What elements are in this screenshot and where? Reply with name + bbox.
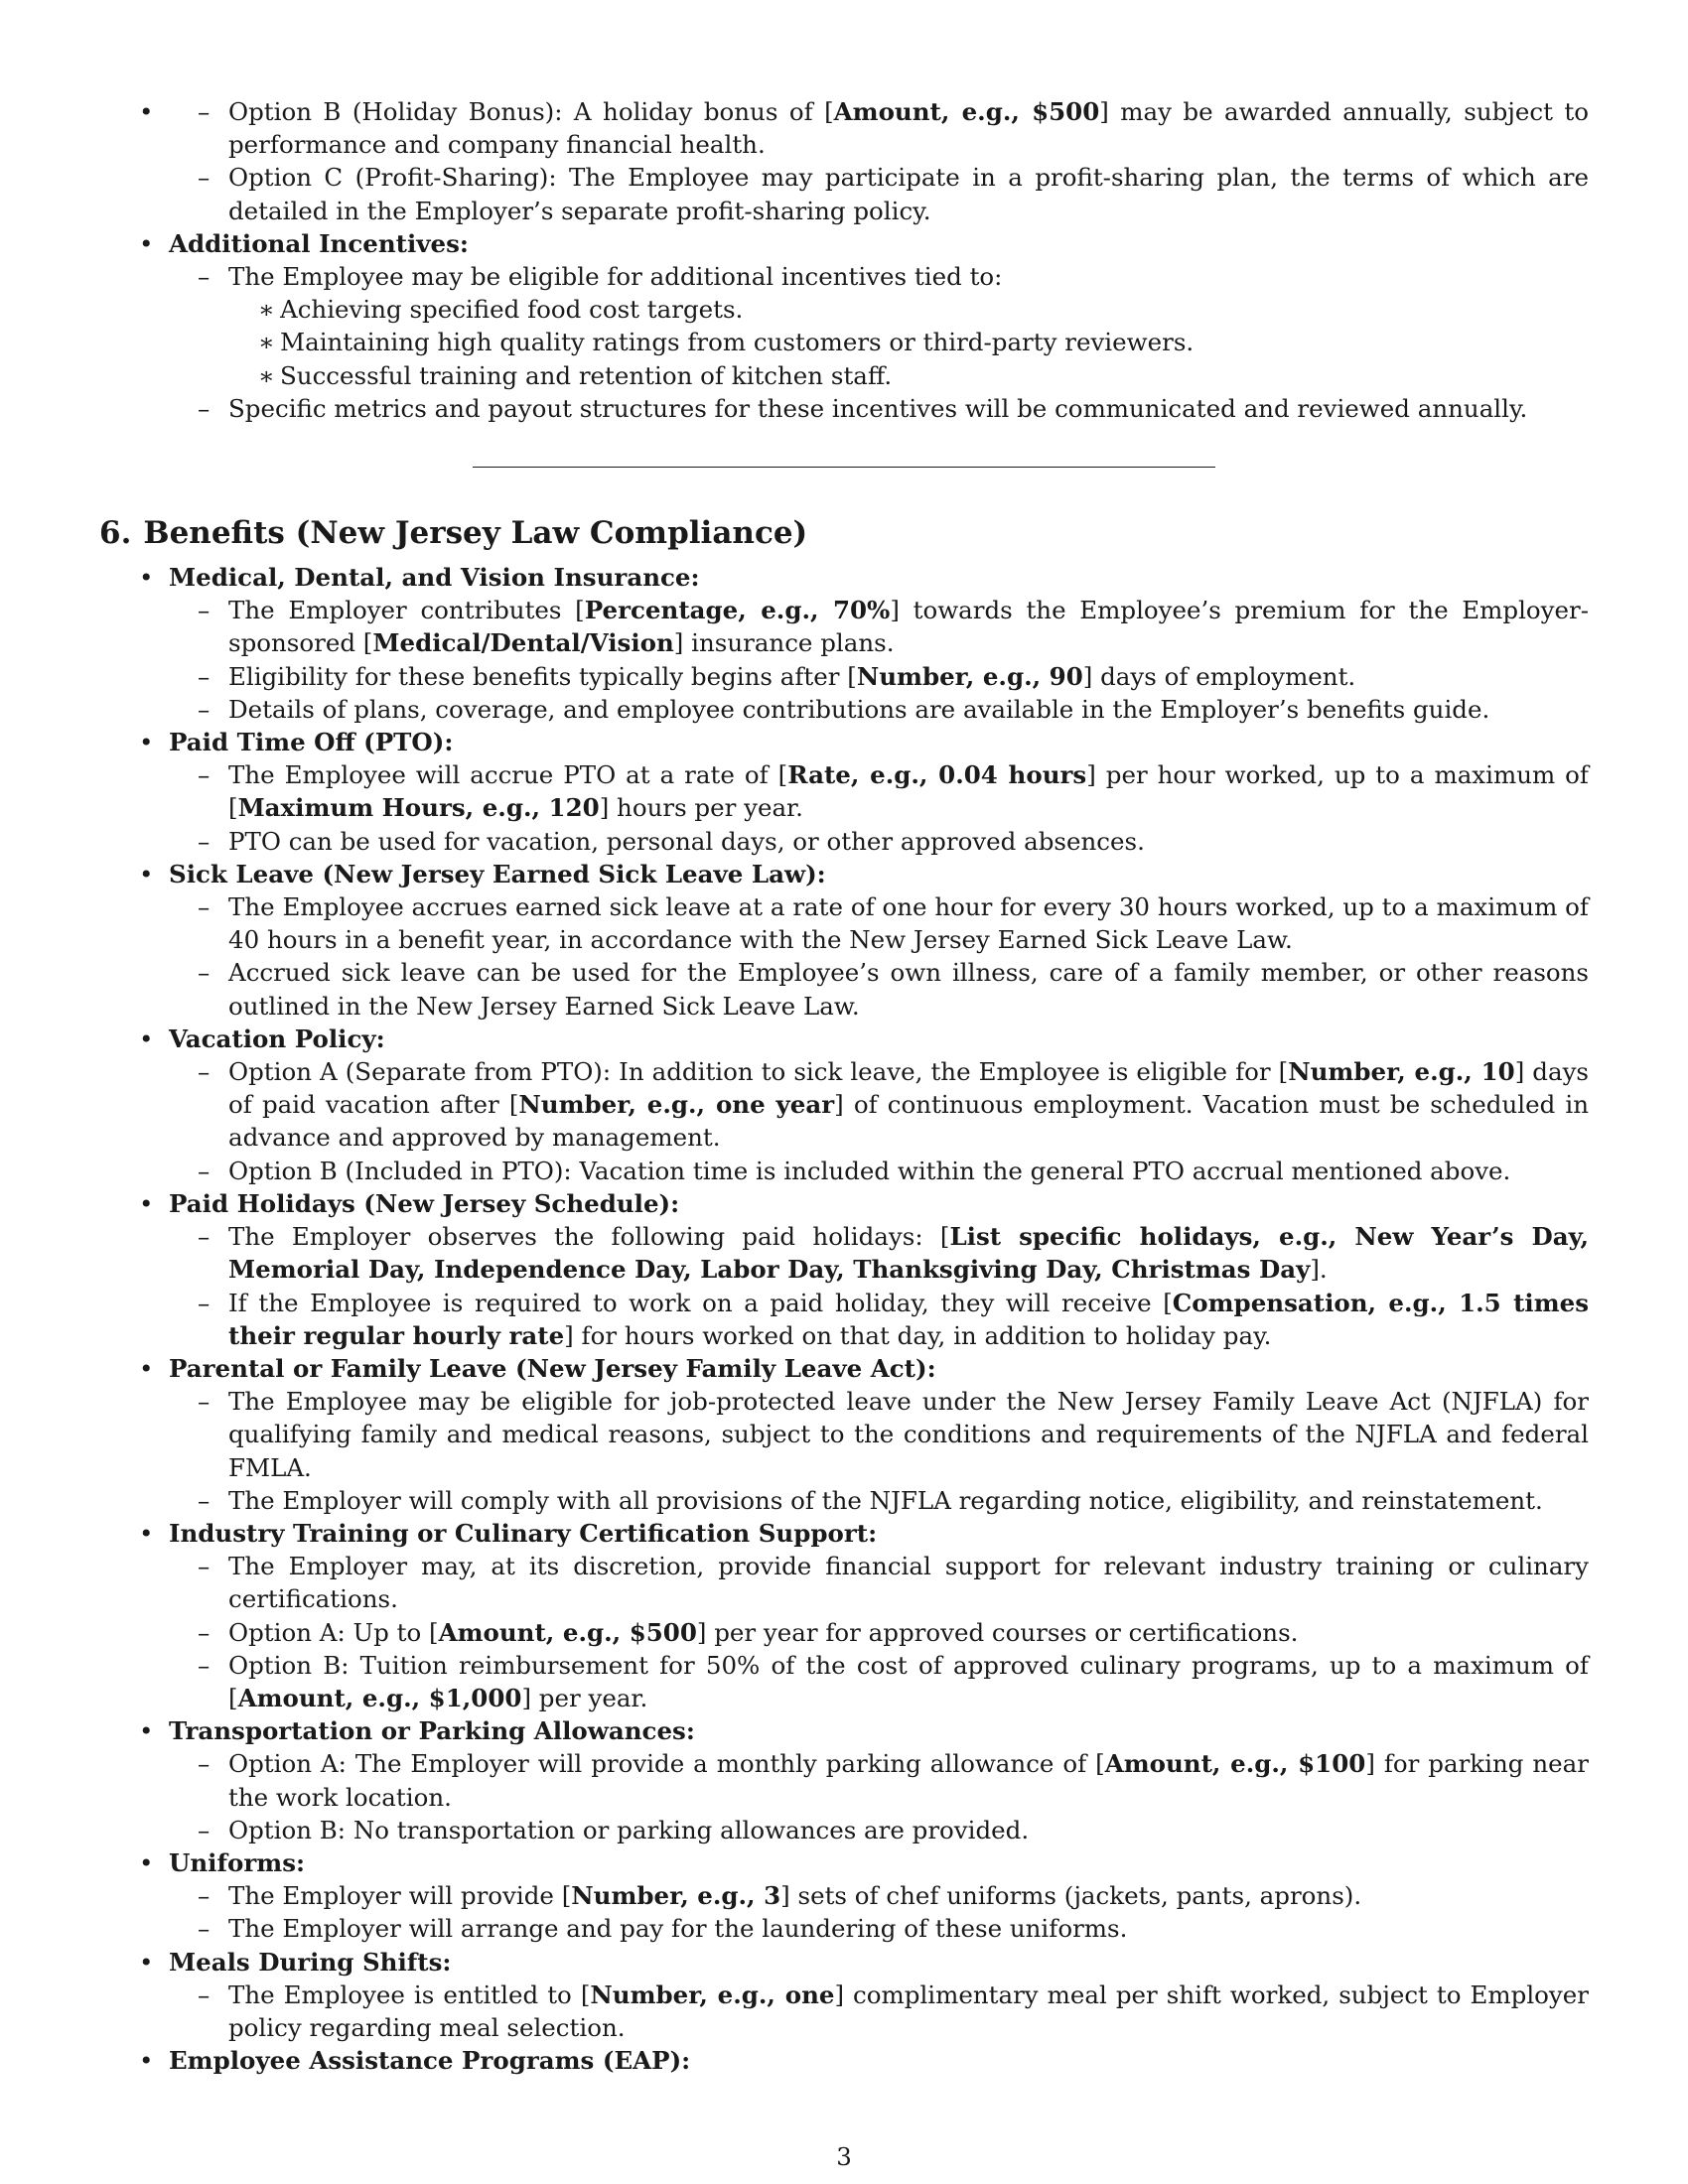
text-run: ] hours per year.: [599, 793, 803, 823]
text-run: The Employer may, at its discretion, provide financial support for relevant industry training or culinary certifications.: [228, 1552, 1589, 1614]
placeholder-field: Amount, e.g., $500: [833, 97, 1100, 126]
benefit-detail-item: [169, 1814, 1589, 1846]
page-number: 3: [836, 2142, 852, 2171]
bonus-options-list: [169, 95, 1589, 227]
incentive-subitem: ∗ Maintaining high quality ratings from customers or third-party reviewers.: [228, 326, 1589, 358]
benefit-heading: Uniforms:: [169, 1847, 306, 1877]
benefit-employee-assistance-programs-eap: [99, 2044, 1589, 2077]
placeholder-field: Number, e.g., one: [590, 1979, 835, 2009]
text-run: ] for parking near the work location.: [228, 1749, 1589, 1812]
text-run: Option B: No transportation or parking allowances are provided.: [228, 1815, 1030, 1844]
text-run: ] per year.: [521, 1683, 648, 1712]
benefits-list: [99, 561, 1589, 2077]
text-run: The Employer will provide [: [228, 1881, 572, 1911]
horizontal-rule: [473, 467, 1215, 468]
placeholder-field: Percentage, e.g., 70%: [584, 596, 891, 625]
benefit-heading: Meals During Shifts:: [169, 1947, 452, 1977]
placeholder-field: Amount, e.g., $500: [438, 1617, 697, 1647]
text-run: ] complimentary meal per shift worked, subject to Employer policy regarding meal selection.: [228, 1979, 1589, 2042]
additional-incentives-list: [169, 260, 1589, 425]
text-run: ] per year for approved courses or certifications.: [696, 1617, 1299, 1647]
benefit-heading: Vacation Policy:: [169, 1024, 385, 1053]
text-run: Option C (Profit-Sharing): The Employee may participate in a profit-sharing plan, the terms of which are detailed in the Employer’s separate profit-sharing policy.: [228, 163, 1589, 225]
intro-text: The Employee may be eligible for additional incentives tied to:: [228, 262, 1003, 292]
placeholder-field: Medical/Dental/Vision: [372, 628, 674, 658]
text-run: Option B (Included in PTO): Vacation time is included within the general PTO accrual mentioned above.: [228, 1156, 1511, 1185]
placeholder-field: Maximum Hours, e.g., 120: [237, 793, 600, 823]
benefit-sick-leave-new-jersey-earned-sick-leave-law: [99, 858, 1589, 1023]
benefit-detail-item: [169, 660, 1589, 693]
placeholder-field: Compensation, e.g., 1.5 times their regular hourly rate: [228, 1288, 1589, 1350]
text-run: The Employer observes the following paid holidays: [: [228, 1222, 950, 1252]
benefit-industry-training-or-culinary-certification-support: [99, 1517, 1589, 1714]
benefit-heading: Industry Training or Culinary Certification Support:: [169, 1518, 878, 1548]
text-run: Option B: Tuition reimbursement for 50% of the cost of approved culinary programs, up to a maximum of [: [228, 1650, 1589, 1712]
benefit-detail-item: [169, 1550, 1589, 1615]
benefit-detail-item: [169, 758, 1589, 824]
benefit-uniforms: [99, 1846, 1589, 1946]
benefit-transportation-or-parking-allowances: [99, 1714, 1589, 1846]
additional-incentives-closing: – Specific metrics and payout structures for these incentives will be communicated and reviewed annually.: [169, 392, 1589, 425]
text-run: PTO can be used for vacation, personal days, or other approved absences.: [228, 826, 1145, 856]
benefit-medical-dental-and-vision-insurance: [99, 561, 1589, 726]
benefit-heading: Sick Leave (New Jersey Earned Sick Leave Law):: [169, 859, 826, 888]
text-run: If the Employee is required to work on a paid holiday, they will receive [: [228, 1288, 1173, 1317]
text-run: ]: [1099, 97, 1109, 126]
text-run: [: [824, 97, 834, 126]
benefit-detail-item: [169, 1979, 1589, 2044]
benefit-detail-item: [169, 1287, 1589, 1352]
benefit-detail-item: [169, 1155, 1589, 1187]
text-run: Details of plans, coverage, and employee contributions are available in the Employer’s benefits guide.: [228, 694, 1490, 724]
benefit-parental-or-family-leave-new-jersey-family-leave-act: [99, 1352, 1589, 1517]
benefit-detail-item: [169, 1055, 1589, 1155]
text-run: The Employer will arrange and pay for the laundering of these uniforms.: [228, 1914, 1128, 1944]
additional-incentives-heading: Additional Incentives:: [169, 228, 469, 258]
benefit-detail-item: [169, 1649, 1589, 1714]
benefit-detail-list: [169, 594, 1589, 726]
benefit-detail-item: [169, 1220, 1589, 1286]
benefit-detail-item: [169, 594, 1589, 659]
benefit-detail-item: [169, 956, 1589, 1022]
text-run: ] for hours worked on that day, in addition to holiday pay.: [564, 1320, 1272, 1350]
benefit-detail-list: [169, 1055, 1589, 1187]
benefit-detail-item: [169, 693, 1589, 726]
benefit-heading: Medical, Dental, and Vision Insurance:: [169, 563, 700, 593]
text-run: The Employer contributes [: [228, 596, 585, 625]
benefit-detail-item: [169, 890, 1589, 956]
benefit-meals-during-shifts: [99, 1946, 1589, 2045]
text-run: ] days of employment.: [1082, 661, 1356, 691]
benefit-heading: Paid Time Off (PTO):: [169, 728, 454, 757]
placeholder-field: List specific holidays, e.g., New Year’s Day, Memorial Day, Independence Day, Labor Day, Thanksgiving Day, Christmas Day: [228, 1222, 1589, 1285]
placeholder-field: Number, e.g., one year: [518, 1090, 835, 1120]
incentive-subitem: ∗ Successful training and retention of kitchen staff.: [228, 359, 1589, 392]
incentive-subitem: ∗ Achieving specified food cost targets.: [228, 293, 1589, 326]
text-run: The Employer will comply with all provisions of the NJFLA regarding notice, eligibility, and reinstatement.: [228, 1485, 1543, 1515]
placeholder-field: Amount, e.g., $1,000: [237, 1683, 522, 1712]
text-run: ] towards the Employee’s premium for the Employer-sponsored [: [228, 596, 1589, 658]
benefit-vacation-policy: [99, 1023, 1589, 1187]
section-title: Benefits (New Jersey Law Compliance): [143, 515, 808, 552]
benefit-detail-item: [169, 1616, 1589, 1649]
text-run: ] per hour worked, up to a maximum of [: [228, 760, 1590, 823]
text-run: ] of continuous employment. Vacation must be scheduled in advance and approved by management.: [228, 1090, 1589, 1153]
text-run: Option B (Holiday Bonus): A holiday bonus of: [228, 97, 825, 126]
text-run: Accrued sick leave can be used for the Employee’s own illness, care of a family member, or other reasons outlined in the New Jersey Earned Sick Leave Law.: [228, 958, 1589, 1021]
placeholder-field: Number, e.g., 90: [856, 661, 1083, 691]
benefit-heading: Parental or Family Leave (New Jersey Family Leave Act):: [169, 1353, 936, 1383]
benefit-paid-time-off-pto: [99, 726, 1589, 858]
additional-incentives-intro: [169, 260, 1589, 392]
text-run: Eligibility for these benefits typically begins after [: [228, 661, 857, 691]
benefit-heading: Employee Assistance Programs (EAP):: [169, 2046, 691, 2076]
text-run: Option A: Up to [: [228, 1617, 439, 1647]
bonus-option-item: [169, 161, 1589, 226]
text-run: The Employee may be eligible for job-protected leave under the New Jersey Family Leave Act (NJFLA) for qualifying family and medical reasons, subject to the conditions and requirements of the NJFLA and federal FMLA.: [228, 1387, 1589, 1482]
benefit-detail-list: [169, 758, 1589, 858]
placeholder-field: Number, e.g., 10: [1288, 1057, 1515, 1087]
text-run: ] days of paid vacation after [: [228, 1057, 1589, 1120]
placeholder-field: Amount, e.g., $100: [1104, 1749, 1366, 1779]
benefit-heading: Paid Holidays (New Jersey Schedule):: [169, 1188, 680, 1218]
bonus-option-item: [169, 95, 1589, 161]
benefit-detail-item: [169, 1385, 1589, 1484]
section-heading: [99, 513, 1589, 553]
placeholder-field: Number, e.g., 3: [571, 1881, 781, 1911]
text-run: Option A (Separate from PTO): In addition to sick leave, the Employee is eligible for [: [228, 1057, 1289, 1087]
benefit-detail-list: [169, 1879, 1589, 1945]
additional-incentives-item: [99, 227, 1589, 425]
text-run: The Employee will accrue PTO at a rate of [: [228, 760, 788, 790]
benefit-detail-list: [169, 1220, 1589, 1352]
benefit-detail-list: [169, 1979, 1589, 2044]
text-run: ] sets of chef uniforms (jackets, pants, aprons).: [780, 1881, 1362, 1911]
benefit-detail-list: [169, 1747, 1589, 1846]
benefit-detail-item: [169, 1747, 1589, 1813]
section-number: 6.: [99, 515, 132, 552]
text-run: may be awarded annually, subject to performance and company financial health.: [228, 97, 1589, 160]
text-run: ].: [1310, 1255, 1328, 1285]
benefit-detail-item: [169, 825, 1589, 858]
page-content: [99, 95, 1589, 2077]
benefit-detail-list: [169, 1385, 1589, 1517]
incentive-subitems: [228, 293, 1589, 392]
benefit-detail-item: [169, 1879, 1589, 1912]
benefit-detail-list: [169, 890, 1589, 1023]
text-run: Option A: The Employer will provide a monthly parking allowance of [: [228, 1749, 1105, 1779]
benefit-detail-list: [169, 1550, 1589, 1714]
continued-bullet: [99, 95, 1589, 227]
benefit-paid-holidays-new-jersey-schedule: [99, 1187, 1589, 1352]
benefit-detail-item: [169, 1484, 1589, 1517]
text-run: The Employee accrues earned sick leave at a rate of one hour for every 30 hours worked, up to a maximum of 40 hours in a benefit year, in accordance with the New Jersey Earned Sick Leave Law.: [228, 892, 1589, 955]
benefit-detail-item: [169, 1912, 1589, 1945]
continued-list: [99, 95, 1589, 425]
text-run: ] insurance plans.: [673, 628, 895, 658]
benefit-heading: Transportation or Parking Allowances:: [169, 1716, 695, 1746]
placeholder-field: Rate, e.g., 0.04 hours: [787, 760, 1087, 790]
text-run: The Employee is entitled to [: [228, 1979, 591, 2009]
